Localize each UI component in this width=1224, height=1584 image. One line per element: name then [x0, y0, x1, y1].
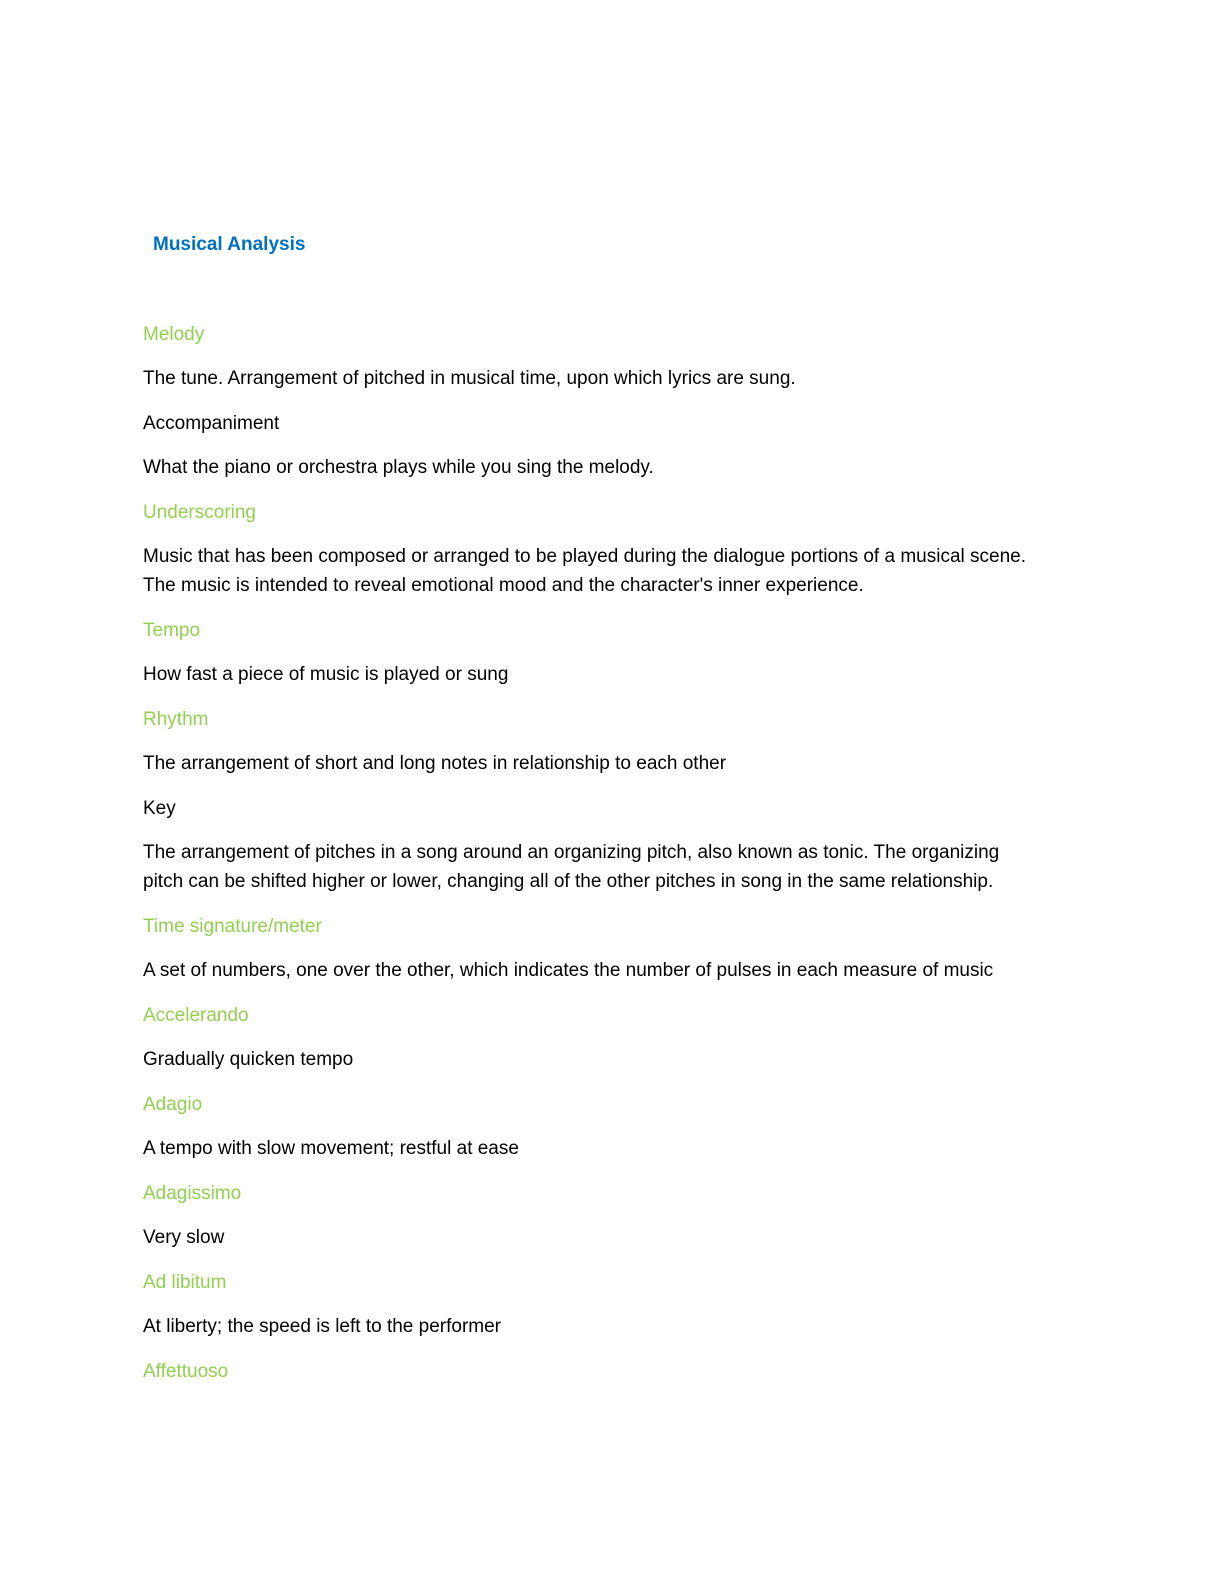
definition-accompaniment: What the piano or orchestra plays while you sing the melody.: [143, 457, 654, 478]
term-ad-libitum: Ad libitum: [143, 1272, 227, 1293]
definition-accelerando: Gradually quicken tempo: [143, 1049, 354, 1070]
term-adagio: Adagio: [143, 1094, 203, 1115]
definition-ad-libitum: At liberty; the speed is left to the performer: [143, 1316, 502, 1337]
term-tempo: Tempo: [143, 620, 201, 641]
term-time-signature: Time signature/meter: [143, 916, 322, 937]
term-underscoring: Underscoring: [143, 502, 256, 523]
definition-underscoring-line-2: The music is intended to reveal emotional mood and the character's inner experience.: [143, 575, 864, 596]
definition-underscoring-line-1: Music that has been composed or arranged to be played during the dialogue portions of a musical scene.: [143, 546, 1026, 567]
document-title: Musical Analysis: [153, 234, 306, 255]
term-rhythm: Rhythm: [143, 709, 209, 730]
definition-melody: The tune. Arrangement of pitched in musical time, upon which lyrics are sung.: [143, 368, 796, 389]
definition-key-line-1: The arrangement of pitches in a song around an organizing pitch, also known as tonic. The organizing: [143, 842, 1000, 863]
term-accelerando: Accelerando: [143, 1005, 249, 1026]
term-key: Key: [143, 798, 176, 819]
definition-key-line-2: pitch can be shifted higher or lower, changing all of the other pitches in song in the same relationship.: [143, 871, 994, 892]
term-melody: Melody: [143, 324, 205, 345]
definition-time-signature: A set of numbers, one over the other, which indicates the number of pulses in each measure of music: [143, 960, 994, 981]
definition-adagio: A tempo with slow movement; restful at ease: [143, 1138, 519, 1159]
term-accompaniment: Accompaniment: [143, 413, 280, 434]
definition-rhythm: The arrangement of short and long notes in relationship to each other: [143, 753, 727, 774]
definition-tempo: How fast a piece of music is played or sung: [143, 664, 509, 685]
term-adagissimo: Adagissimo: [143, 1183, 242, 1204]
definition-adagissimo: Very slow: [143, 1227, 225, 1248]
term-affettuoso: Affettuoso: [143, 1361, 229, 1382]
